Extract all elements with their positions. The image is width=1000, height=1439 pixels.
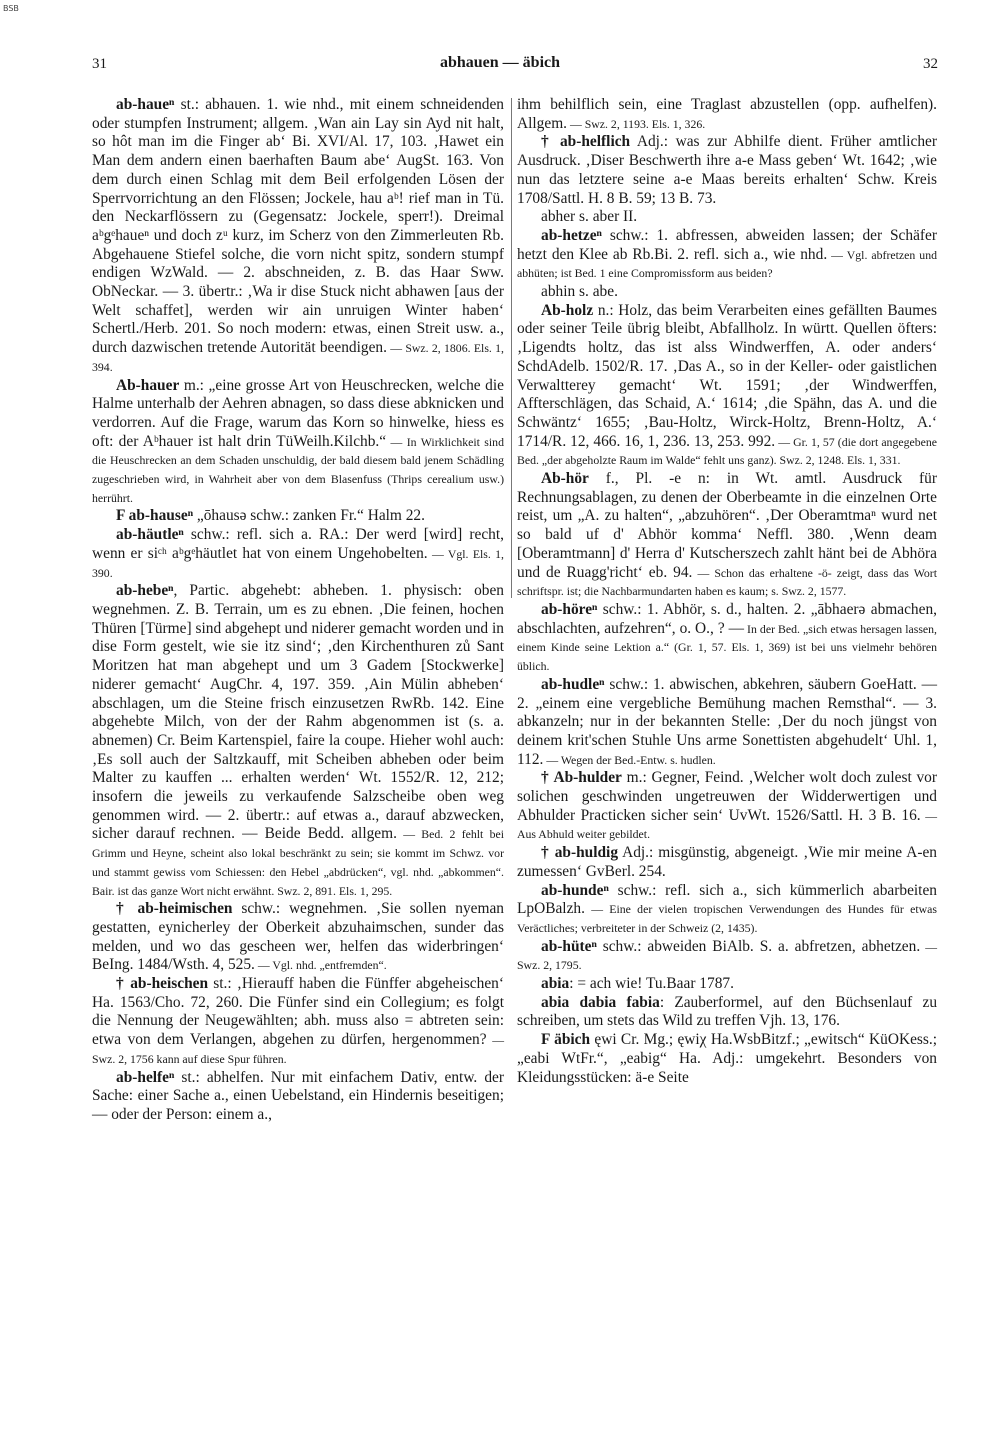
entry-abhelfen [92,1069,504,1125]
entry-text: schw.: wegnehmen. ‚Sie sollen nyeman gestatten, eynicherley der Oberkeit abzuhaimschen, sunder das melden, und wo das gescheen wer, helfen das widerbringen‘ BeIng. 1484/Wsth. 4, 525. [92,900,504,974]
entry-abhaeutlen [92,526,504,582]
entry-note: — Swz. 2, 1795. [517,939,938,973]
lemma: Ab-holz [541,301,594,319]
entry-text: , Partic. abgehebt: abheben. 1. physisch: oben wegnehmen. Z. B. Terrain, um es zu ebnen. ‚Die feinen, hochen Thüren [Türme] sind abgehept und niderer gemacht worden und in dise Form gestelt, wie sie itz sind‘; ‚den Kirchenthuren zů Sant Moritzen hat man abgehept und um 3 Gadem [Stockwerke] niderer gemacht‘ AugChr. 4, 197. 359. ‚Ain Mülin abheben‘ abschlagen, um die Steine frisch einzusetzen RwRb. 142. Eine abgehebte Milch, von der der Rahm abgenommen ist (s. a. abnemen) Cr. Beim Kartenspiel, faire la coupe. Hieher wohl auch: ‚Es soll auch der Saltzkauff, mit Scheiben abheben oder beim Malter zu kauffen ... erhalten werden‘ Wt. 1552/R. 12, 212; insofern die jeweils zu verkaufende Salzscheibe oben weg genommen wird. — 2. übertr.: auf etwas a., darauf abzwecken, sicher darauf rechnen. — Beide Bedd. allgem. [92,582,504,843]
entry-note: — Bed. 2 fehlt bei Grimm und Heyne, scheint also lokal beschränkt zu sein; sie kommt im Schwz. vor und stammt gewiss vom Schiessen: den Hebel „abdrücken“, vgl. nhd. „abkommen“. Bair. ist das ganze Wort nicht erwähnt. Swz. 2, 891. Els. 1, 295. [92,827,504,898]
entry-abhin [517,283,937,302]
entry-text: n.: Holz, das beim Verarbeiten eines gefällten Baumes oder seiner Teile übrig bleibt, Abfallholz. In württ. Quellen öfters: ‚Ligendts holtz, das ist alss Windwerffen, A. oder anders‘ SchdAdelb. 1502/R. 17. ‚Das A., so in der Keller- oder gaistlichen Verwaltterey gemacht‘ Wt. 1591; ‚der Windwerffen, Affterschlägen, das Schaid, A.‘ 1614; ‚die Spähn, das A. und die Schwäntz‘ 1655; ‚Bau-Holtz, Wirck-Holtz, Brenn-Holtz, A.‘ 1714/R. 12, 466. 16, 1, 236. 13, 253. 992. [517,301,937,450]
lemma: ab-helfeⁿ [116,1068,175,1086]
entry-note: — Swz. 2, 1806. Els. 1, 394. [92,341,504,374]
entry-abheischen [92,975,504,1069]
entry-text: : = ach wie! Tu.Baar 1787. [569,975,734,993]
entry-text: „ōhausə schw.: zanken Fr.“ Halm 22. [193,507,425,525]
entry-abhueten [517,938,937,975]
entry-abhulder [517,769,937,844]
entry-abhudlen [517,676,937,770]
entry-text: ihm behilflich sein, eine Traglast abzustellen (opp. aufhelfen). Allgem. [517,96,937,132]
entry-abhuldig [517,844,937,881]
entry-note: — Gr. 1, 57 (die dort angegebene Bed. „der abgeholzte Raum im Walde“ fehlt uns ganz). Swz. 2, 1248. Els. 1, 331. [517,434,937,468]
entry-abheimischen [92,900,504,975]
entry-abia [517,975,937,994]
lemma: ab-hetzeⁿ [541,226,602,244]
entry-abhauen [92,96,504,377]
lemma: ab-haueⁿ [116,96,175,113]
entry-note: — Vgl. abfretzen und abhüten; ist Bed. 1 eine Compromissform aus beiden? [517,247,937,281]
entry-text: st.: ‚Hierauff haben die Fünffer abgeheischen‘ Ha. 1563/Cho. 72, 260. Die Fünfer sind ein Collegium; es folgt die Nennung der Neugewählten; abh. muss also = abtreten sein: etwa von dem Verlangen, abgehen zu dürfen, hergenommen? [92,975,504,1049]
lemma: † ab-heimischen [116,900,233,918]
lemma: ab-höreⁿ [541,600,598,618]
entry-note: In der Bed. „sich etwas hersagen lassen, einem Kinde seine Lektion a.“ (Gr. 1, 57. Els. 1, 369) ist bei uns vielmehr behören üblich. [517,621,937,674]
entry-text: st.: abhauen. 1. wie nhd., mit einem schneidenden oder stumpfen Instrument; allgem. ‚Wan ain Lay sin Ayd nit halt, so hôt man im die Finger ab‘ Bi. XVI/Al. 17, 103. ‚Hawet ein Man dem andern einen baerhaften Baum abe‘ AugSt. 163. Von dem durch einen Schlag mit dem Beil erfolgenden Lösen der Sperrvorrichtung an den Flössen; Jockele, hau aᵇ! rief man in Tü. den Neckarflössern zu (Gegensatz: Jockele, sperr!). Dreimal aᵇgᵉhaueⁿ und doch zᵘ kurz, im Scherz von den Zimmerleuten Rb. Abgehauene Stiefel solche, die vorn nicht spitz, sondern stumpf endigen WzWald. — 2. abschneiden, z. B. das Haar Sww. ObNeckar. — 3. übertr.: ‚Wa ir dise Stuck nicht abhawen [aus der Welt schaffet], werden wir ain unruigen Winter haben‘ Schertl./Herb. 201. So noch modern: etwas, einen Streit usw. a., durch dazwischen tretende Autorität beendigen. [92,96,504,357]
entry-text: m.: Gegner, Feind. ‚Welcher wolt doch zulest vor solichen geschwinden ungetreuwen der Widderwertigen und Abhulder Practicken sicher sein‘ UvWt. 1526/Sattl. H. 3 B. 16. [517,769,937,824]
entry-text: schw.: abweiden BiAlb. S. a. abfretzen, abhetzen. [596,937,921,955]
entry-text: abher s. aber II. [541,208,638,226]
lemma: † ab-helflich [541,133,631,151]
lemma: abia dabia fabia [541,993,660,1011]
entry-text: schw.: 1. Abhör, s. d., halten. 2. „ābhaerə abmachen, abschlachten, aufzehren“, o. O., ? — [517,600,937,637]
entry-note: — Eine der vielen tropischen Verwendungen des Hundes für etwas Veräctliches; verbreiteter in der Schweiz (2, 1435). [517,902,937,935]
entry-text: ęwi Cr. Mg.; ęwiχ Ha.WsbBitzf.; „ewitsch“ KüOKess.; „eabi WtFr.“, „eabig“ Ha. Adj.: umgekehrt. Besonders von Kleidungsstücken: ä-e Seite [517,1031,937,1086]
entry-abheben [92,582,504,900]
entry-text: abhin s. abe. [541,283,618,301]
entry-text: Adj.: was zur Abhilfe dient. Früher amtlicher Ausdruck. ‚Diser Beschwerth ihre a-e Mass geben‘ Wt. 1642; ‚wie nun das letztere seine a-e Maas bereits erhalten‘ Schw. Kreis 1708/Sattl. H. 8 B. 59; 13 B. 73. [517,133,937,207]
entry-text: Adj.: misgünstig, abgeneigt. ‚Wie mir meine A-en zumessen‘ GvBerl. 254. [517,844,937,880]
entry-note: — Swz. 2, 1193. Els. 1, 326. [567,116,706,131]
entry-abhelflich [517,133,937,208]
entry-abher [517,208,937,227]
entry-abhauer [92,377,504,508]
right-column [517,96,937,1087]
entry-text: schw.: 1. abwischen, abkehren, säubern GoeHatt. — 2. „einem eine vergebliche Bemühung machen Remsthal“. — 3. abkanzeln; nur in der bekannten Stelle: ‚Der du noch jüngst von deinem krit'schen Stuhle Uns arme Sonettisten abgehudelt‘ Uhl. 1, 112. [517,675,937,768]
lemma: ab-hüteⁿ [541,937,597,955]
lemma: Ab-hauer [116,376,180,394]
entry-note: — Schon das erhaltene -ö- zeigt, dass das Wort schriftspr. ist; die Nachbarmundarten haben es kaum; s. Swz. 2, 1577. [517,565,937,599]
lemma: F ab-hauseⁿ [116,507,194,525]
entry-text: schw.: refl. sich a., sich kümmerlich abarbeiten LpOBalzh. [517,881,937,918]
entry-abholz [517,302,937,470]
entry-note: — Swz. 2, 1756 kann auf diese Spur führen. [92,1033,505,1066]
entry-text: : Zauberformel, auf den Büchsenlauf zu schreiben, um stets das Wild zu treffen Vjh. 13, 176. [517,993,938,1030]
page-number-left: 31 [92,56,107,72]
entry-text: st.: abhelfen. Nur mit einfachem Dativ, entw. der Sache: einer Sache a., einen Uebelstand, ein Hindernis beseitigen; — oder der Person: einem a., [92,1068,504,1123]
entry-abhausen [92,507,504,526]
entry-note: — In Wirklichkeit sind die Heuschrecken an dem Schaden unschuldig, der bald diesem bald jenem Schädling zugeschrieben wird, in Wahrheit aber von dem Blasenfuss (Thrips cerealium usw.) herrührt. [92,434,504,505]
entry-text: schw.: 1. abfressen, abweiden lassen; der Schäfer hetzt den Klee ab Rb.Bi. 2. refl. sich a., wie nhd. [517,226,937,263]
running-head-title: abhauen — äbich [439,54,561,71]
entry-aebich [517,1031,937,1087]
entry-text: f., Pl. -e n: in Wt. amtl. Ausdruck für Rechnungsablagen, zu denen der Oberbeamte in die einzelnen Orte reist, um „A. zu halten“, „abzuhören“. ‚Der Oberamtmaⁿ wurd net so bald uf d' Abhör komma‘ Neffl. 380. ‚Wenn deam [Oberamtmann] d' Herra d' Kutscherszech zahlt hänt bei de Abhöra und de Ruagg'richt‘ eb. 94. [517,470,937,581]
lemma: ab-häutleⁿ [116,526,184,544]
lemma: † ab-heischen [116,975,209,993]
entry-note: — Vgl. Els. 1, 390. [92,546,504,580]
entry-abhunden [517,882,937,938]
entry-abhoer [517,470,937,601]
lemma: ab-hudleⁿ [541,675,605,693]
entry-abhoeren [517,601,937,676]
entry-note: — Wegen der Bed.-Entw. s. hudlen. [543,752,716,767]
lemma: abia [541,975,570,993]
lemma: † ab-huldig [541,844,619,862]
page-number-right: 32 [923,56,938,72]
library-mark: BSB [3,4,19,13]
lemma: F äbich [541,1031,591,1049]
lemma: † Ab-hulder [541,769,622,787]
entry-note: — Aus Abhuld weiter gebildet. [517,808,937,842]
lemma: ab-hundeⁿ [541,881,609,899]
entry-abhetzen [517,227,937,283]
entry-text: m.: „eine grosse Art von Heuschrecken, welche die Halme unterhalb der Aehren abnagen, so dass diese abknicken und verdorren. Auf die Frage, warum das Korn so hinwelke, hiess es oft: der Aᵇhauer ist halt drin TüWeilh.Kilchb.“ [92,376,504,450]
entry-abhelfen-cont [517,96,937,133]
entry-text: schw.: refl. sich a. RA.: Der werd [wird] recht, wenn er siᶜʰ aᵇgᵉhäutlet hat von einem Ungehobelten. [92,526,504,562]
lemma: ab-hebeⁿ [116,582,174,600]
entry-abia-dabia-fabia [517,994,937,1031]
entry-note: — Vgl. nhd. „entfremden“. [254,958,387,973]
lemma: Ab-hör [541,470,589,488]
left-column [92,96,504,1125]
column-divider [511,98,512,598]
